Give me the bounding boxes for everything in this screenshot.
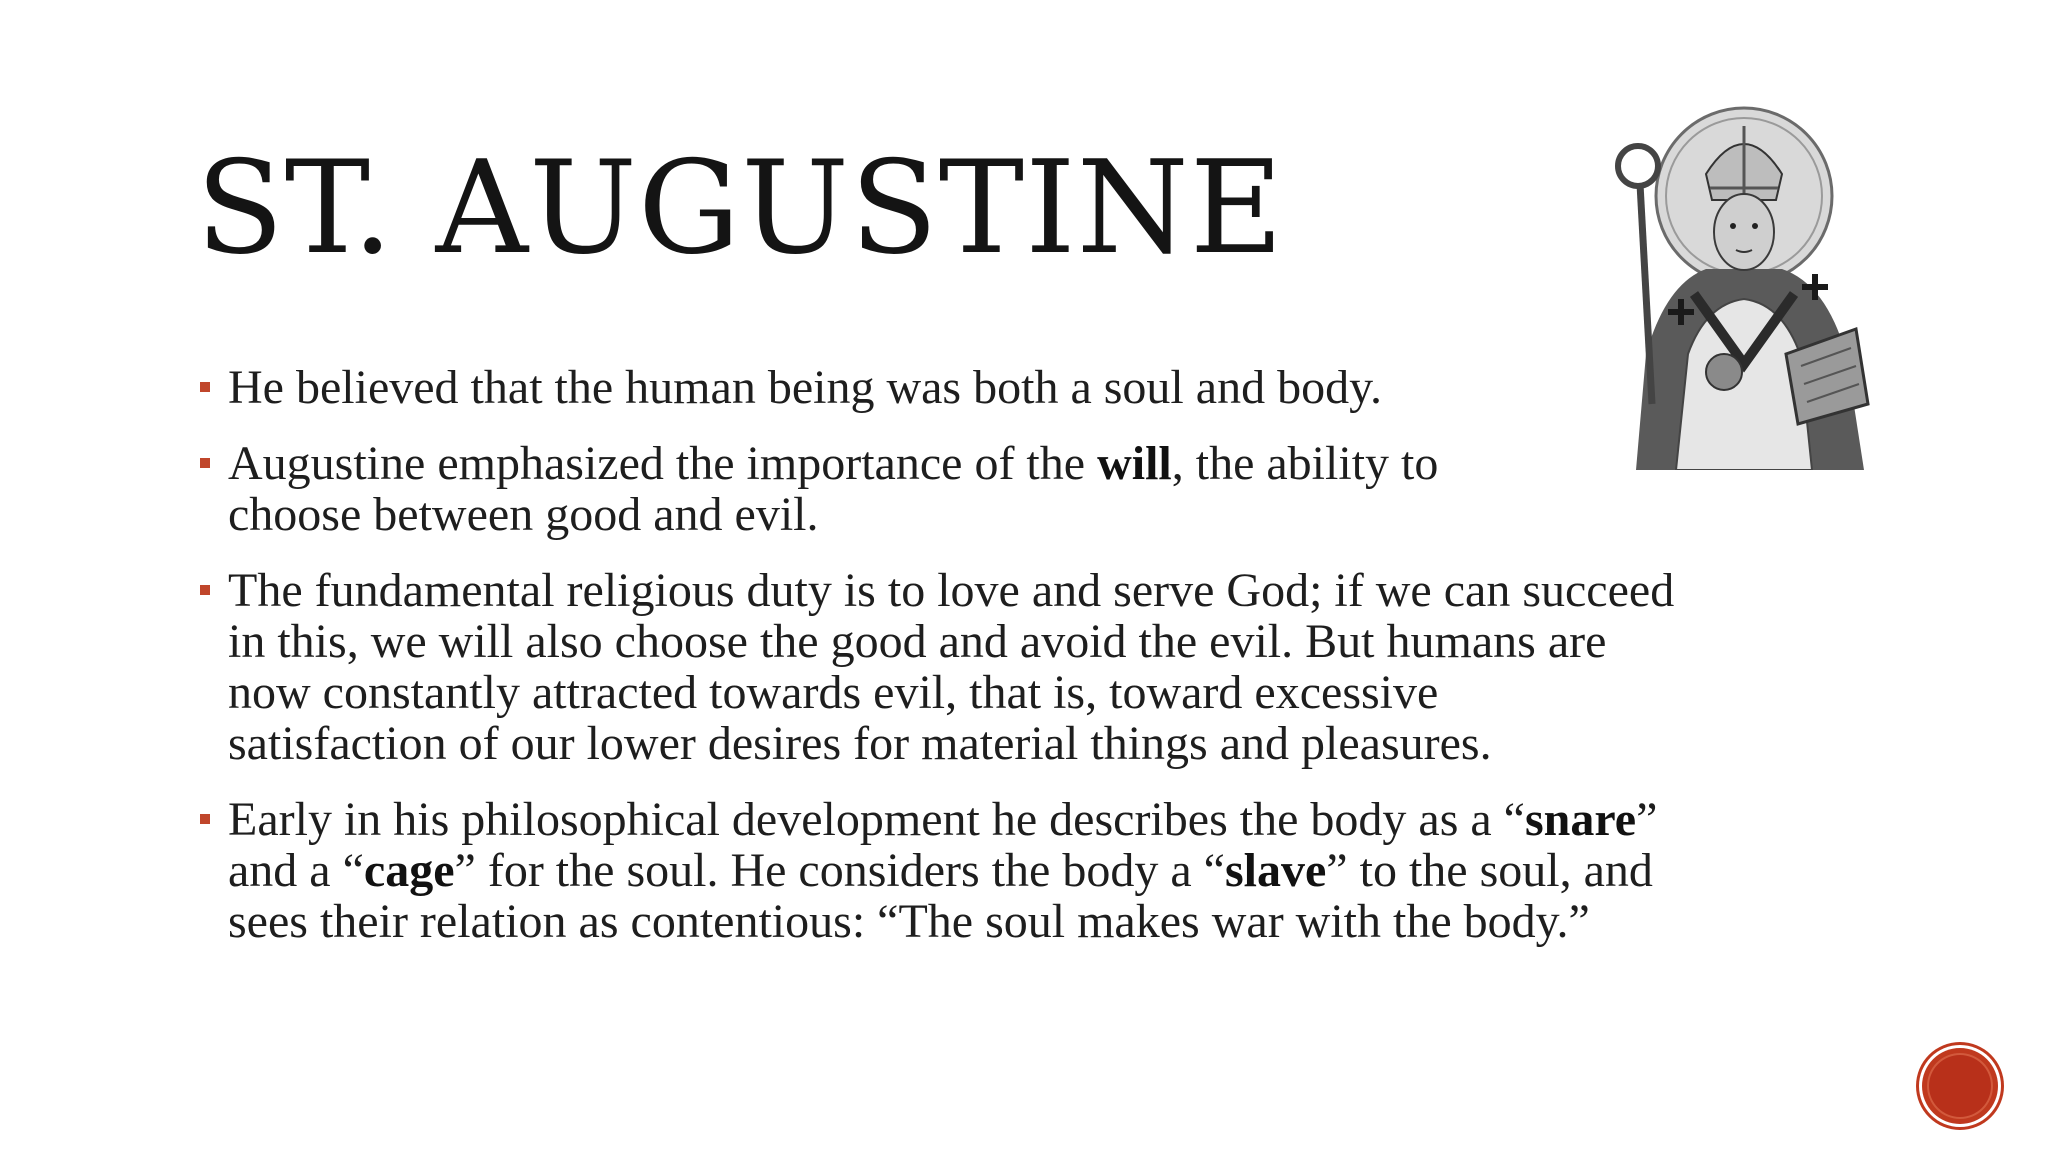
bullet-line — [228, 667, 1860, 718]
text-segment: now constantly attracted towards evil, that is, toward excessive — [228, 666, 1439, 719]
bullet-marker-icon — [200, 458, 210, 468]
text-segment: Early in his philosophical development he describes the body as a “ — [228, 793, 1525, 846]
text-segment: ” for the soul. He considers the body a “ — [454, 844, 1225, 897]
bold-term: slave — [1224, 844, 1327, 897]
bullet-marker-icon — [200, 382, 210, 392]
bullet-line — [228, 896, 1860, 947]
nav-button-inner — [1927, 1053, 1993, 1119]
nav-button[interactable] — [1922, 1048, 1998, 1124]
text-segment: Augustine emphasized the importance of the — [228, 437, 1098, 490]
bullet-line — [228, 565, 1860, 616]
saint-augustine-portrait-icon — [1606, 104, 1898, 470]
bullet-line — [228, 489, 1860, 540]
text-segment: sees their relation as contentious: “The soul makes war with the body.” — [228, 895, 1590, 948]
slide-title: ST. AUGUSTINE — [196, 134, 1285, 283]
bullet-line — [228, 718, 1860, 769]
bullet-item — [200, 794, 1860, 947]
text-segment: choose between good and evil. — [228, 488, 819, 541]
bullet-line — [228, 845, 1860, 896]
bullet-item — [200, 565, 1860, 769]
text-segment: and a “ — [228, 844, 364, 897]
text-segment: He believed that the human being was both a soul and body. — [228, 361, 1382, 414]
bold-term: snare — [1524, 793, 1637, 846]
bullet-marker-icon — [200, 585, 210, 595]
bold-term: will — [1097, 437, 1172, 490]
text-segment: satisfaction of our lower desires for material things and pleasures. — [228, 717, 1492, 770]
bullet-marker-icon — [200, 814, 210, 824]
text-segment: The fundamental religious duty is to love and serve God; if we can succeed — [228, 564, 1675, 617]
bullet-line — [228, 616, 1860, 667]
text-segment: ” to the soul, and — [1326, 844, 1653, 897]
bullet-line — [228, 794, 1860, 845]
text-segment: ” — [1636, 793, 1658, 846]
text-segment: in this, we will also choose the good and avoid the evil. But humans are — [228, 615, 1607, 668]
bold-term: cage — [363, 844, 455, 897]
text-segment: , the ability to — [1171, 437, 1439, 490]
